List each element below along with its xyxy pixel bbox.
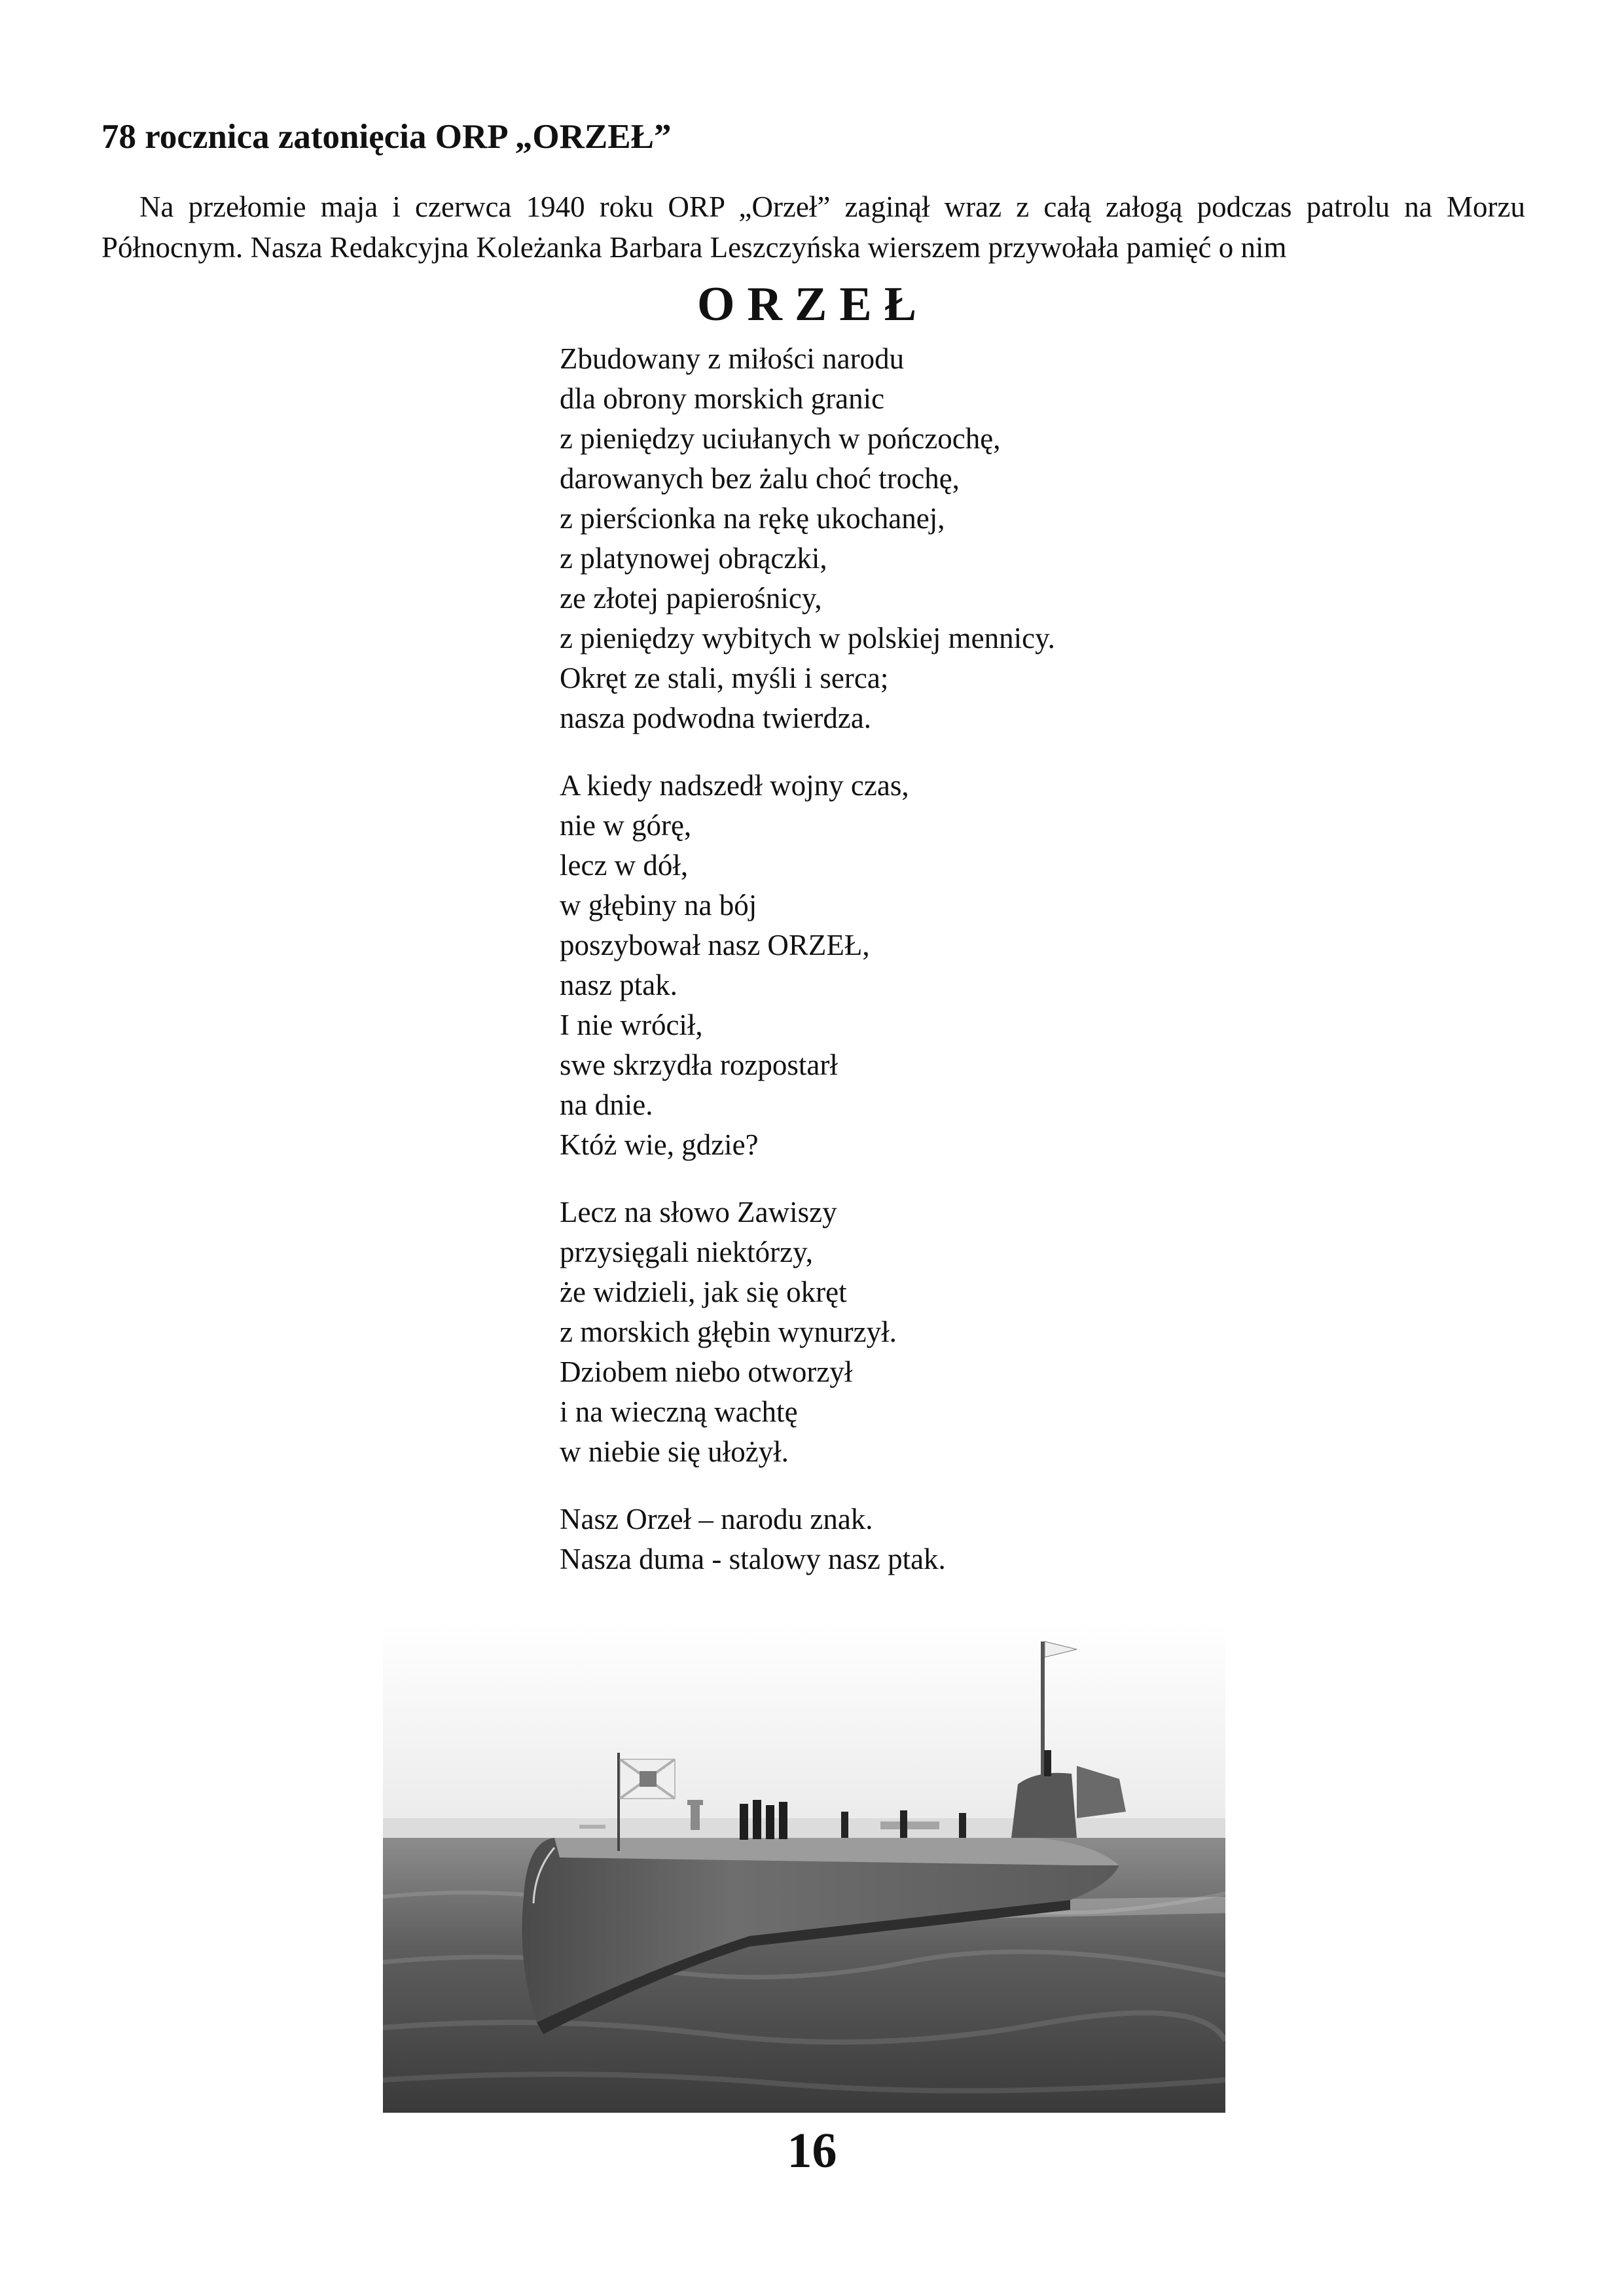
intro-paragraph: Na przełomie maja i czerwca 1940 roku ORP „Orzeł” zaginął wraz z całą załogą podczas patrolu na Morzu Północnym. Nasza Redakcyjna Koleżanka Barbara Leszczyńska wierszem przywołała pamięć o nim <box>101 190 1525 264</box>
poem-line: Dziobem niebo otworzył <box>560 1355 853 1388</box>
poem-line: z pieniędzy wybitych w polskiej mennicy. <box>560 622 1055 655</box>
poem-stanza <box>560 1499 1345 1579</box>
poem-title: ORZEŁ <box>697 278 929 331</box>
poem-line: dla obrony morskich granic <box>560 382 885 415</box>
poem-line: I nie wrócił, <box>560 1009 703 1041</box>
poem-line: Zbudowany z miłości narodu <box>560 342 905 375</box>
submarine-photo <box>383 1622 1225 2113</box>
page-number: 16 <box>787 2123 837 2178</box>
poem-line: z morskich głębin wynurzył. <box>560 1316 897 1348</box>
poem-line: nie w górę, <box>560 809 692 842</box>
poem-line: Okręt ze stali, myśli i serca; <box>560 662 889 694</box>
poem-line: nasz ptak. <box>560 969 677 1001</box>
poem-line: na dnie. <box>560 1088 653 1121</box>
poem-line: poszybował nasz ORZEŁ, <box>560 929 870 961</box>
page-title: 78 rocznica zatonięcia ORP „ORZEŁ” <box>101 118 672 156</box>
poem-line: darowanych bez żalu choć trochę, <box>560 462 960 495</box>
poem-line: Któż wie, gdzie? <box>560 1128 759 1161</box>
poem-stanza <box>560 766 1345 1165</box>
poem-stanza <box>560 1193 1345 1472</box>
poem-line: z pieniędzy uciułanych w pończochę, <box>560 422 1001 455</box>
poem-stanza <box>560 339 1345 738</box>
poem-line: Nasz Orzeł – narodu znak. <box>560 1503 873 1535</box>
poem-line: Lecz na słowo Zawiszy <box>560 1196 837 1229</box>
poem-line: z pierścionka na rękę ukochanej, <box>560 502 945 535</box>
poem-line: swe skrzydła rozpostarł <box>560 1049 838 1081</box>
poem-line: w głębiny na bój <box>560 889 757 922</box>
poem-line: ze złotej papierośnicy, <box>560 582 822 615</box>
poem-line: i na wieczną wachtę <box>560 1395 798 1428</box>
poem-line: z platynowej obrączki, <box>560 542 827 575</box>
poem-line: A kiedy nadszedł wojny czas, <box>560 769 909 802</box>
poem-line: w niebie się ułożył. <box>560 1435 789 1468</box>
poem-line: Nasza duma - stalowy nasz ptak. <box>560 1543 946 1575</box>
poem-line: nasza podwodna twierdza. <box>560 702 872 734</box>
poem-line: lecz w dół, <box>560 849 689 882</box>
poem-body <box>560 339 1345 1607</box>
poem-line: że widzieli, jak się okręt <box>560 1276 847 1308</box>
poem-line: przysięgali niektórzy, <box>560 1236 813 1268</box>
